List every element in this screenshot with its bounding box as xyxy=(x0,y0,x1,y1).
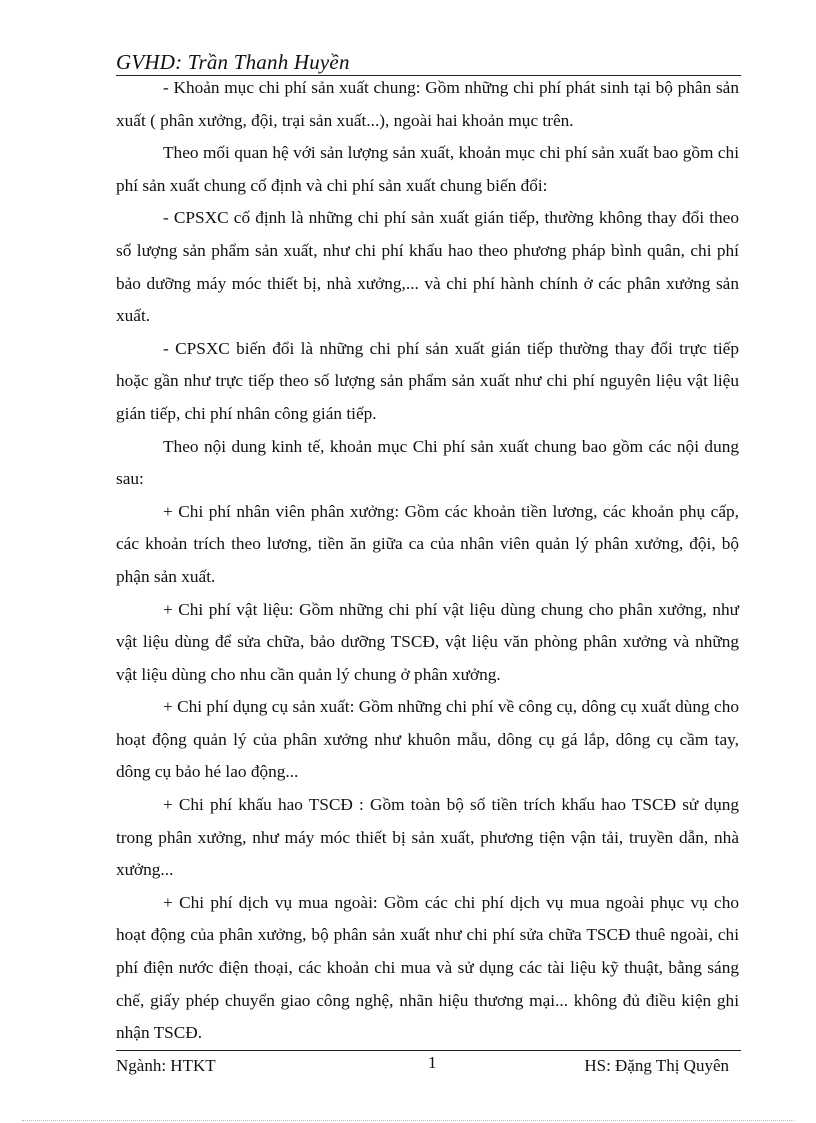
paragraph: + Chi phí vật liệu: Gồm những chi phí vật liệu dùng chung cho phân xưởng, như vật liệu dùng để sửa chữa, bảo dưỡng TSCĐ, vật liệu văn phòng phân xưởng và những vật liệu dùng cho nhu cần quản lý chung ở phân xưởng. xyxy=(116,599,739,684)
footer-divider xyxy=(116,1050,741,1051)
paragraph: Theo mối quan hệ với sản lượng sản xuất, khoản mục chi phí sản xuất bao gồm chi phí sản xuất chung cố định và chi phí sản xuất chung biến đổi: xyxy=(116,143,739,195)
paragraph: - Khoản mục chi phí sản xuất chung: Gồm những chi phí phát sinh tại bộ phân sản xuất ( phân xưởng, đội, trại sản xuất...), ngoài hai khoản mục trên. xyxy=(116,78,739,130)
footer-major: Ngành: HTKT xyxy=(116,1056,216,1075)
page-number: 1 xyxy=(428,1053,437,1072)
paragraph: + Chi phí khấu hao TSCĐ : Gồm toàn bộ số tiền trích khấu hao TSCĐ sử dụng trong phân xưởng, như máy móc thiết bị sản xuất, phương tiện vận tải, truyền dẫn, nhà xưởng... xyxy=(116,795,739,880)
page-boundary xyxy=(22,1120,794,1121)
paragraph: Theo nội dung kinh tế, khoản mục Chi phí sản xuất chung bao gồm các nội dung sau: xyxy=(116,436,739,489)
paragraph: + Chi phí nhân viên phân xưởng: Gồm các khoản tiền lương, các khoản phụ cấp, các khoản trích theo lương, tiền ăn giữa ca của nhân viên quản lý phân xưởng, đội, bộ phận sản xuất. xyxy=(116,501,739,586)
paragraph: - CPSXC biến đổi là những chi phí sản xuất gián tiếp thường thay đổi trực tiếp hoặc gần như trực tiếp theo số lượng sản phẩm sản xuất như chi phí nguyên liệu vật liệu gián tiếp, chi phí nhân công gián tiếp. xyxy=(116,338,739,423)
page-header-title: GVHD: Trần Thanh Huyền xyxy=(116,50,350,74)
paragraph: - CPSXC cố định là những chi phí sản xuất gián tiếp, thường không thay đổi theo số lượng sản phẩm sản xuất, như chi phí khấu hao theo phương pháp bình quân, chi phí bảo dưỡng máy móc thiết bị, nhà xưởng,... và chi phí hành chính ở các phân xưởng sản xuất. xyxy=(116,208,739,326)
document-body xyxy=(116,72,739,1050)
footer-student: HS: Đặng Thị Quyên xyxy=(584,1056,729,1075)
paragraph: + Chi phí dụng cụ sản xuất: Gồm những chi phí về công cụ, dông cụ xuất dùng cho hoạt động quản lý của phân xưởng như khuôn mẫu, dông cụ gá lắp, dông cụ cầm tay, dông cụ bảo hé lao động... xyxy=(116,697,739,782)
paragraph: + Chi phí dịch vụ mua ngoài: Gồm các chi phí dịch vụ mua ngoài phục vụ cho hoạt động của phân xưởng, bộ phân sản xuất như chi phí sửa chữa TSCĐ thuê ngoài, chi phí điện nước điện thoại, các khoản chi mua và sử dụng các tài liệu kỹ thuật, bằng sáng chế, giấy phép chuyển giao công nghệ, nhãn hiệu thương mại... không đủ điều kiện ghi nhận TSCĐ. xyxy=(116,892,739,1043)
